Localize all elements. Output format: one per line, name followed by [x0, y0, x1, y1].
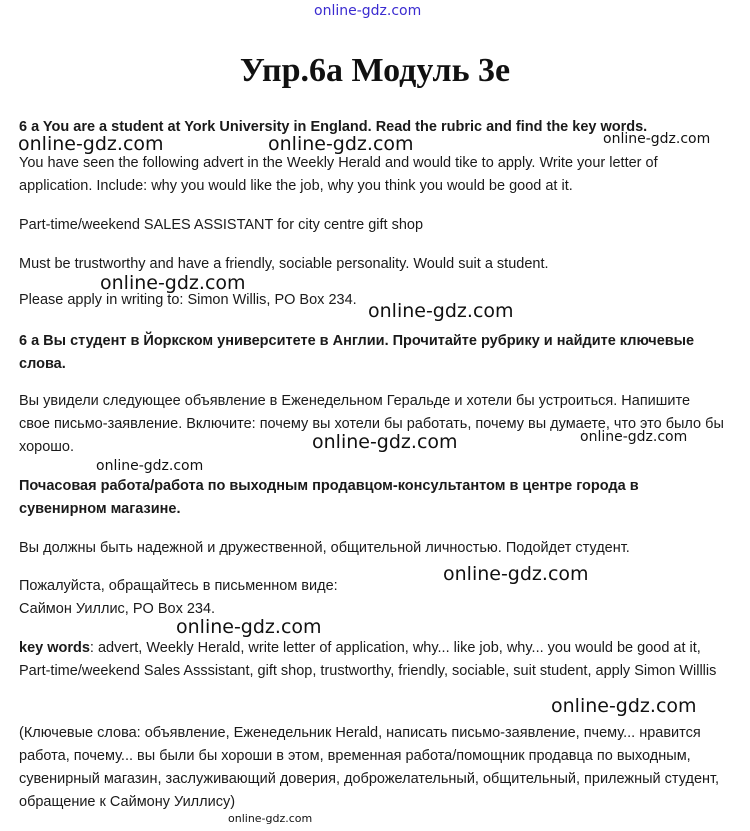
key-words-paragraph: [19, 637, 724, 683]
watermark: online-gdz.com: [18, 133, 164, 155]
ru-body: Вы увидели следующее объявление в Еженедельном Геральде и хотели бы устроиться. Напишите свое письмо-заявление. Включите: почему вы хотели бы работать, почему вы думаете, что это было бы хорошо.: [19, 393, 724, 455]
en-ad-line-1: Part-time/weekend SALES ASSISTANT for city centre gift shop: [19, 217, 424, 233]
watermark: online-gdz.com: [176, 616, 322, 638]
page-title: Упр.6а Модуль 3е: [239, 52, 511, 89]
watermark: online-gdz.com: [368, 300, 514, 322]
watermark: online-gdz.com: [580, 429, 688, 445]
en-body: You have seen the following advert in the Weekly Herald and would tike to apply. Write your letter of application. Include: why you would like the job, why you think you would be good at it.: [19, 155, 658, 194]
watermark: online-gdz.com: [100, 272, 246, 294]
watermark: online-gdz.com: [268, 133, 414, 155]
ru-ad-line-1: Почасовая работа/работа по выходным продавцом-консультантом в центре города в сувенирном магазине.: [19, 478, 639, 517]
ru-ad-line-3a: Пожалуйста, обращайтесь в письменном виде:: [19, 578, 338, 594]
watermark: online-gdz.com: [551, 695, 697, 717]
watermark: online-gdz.com: [603, 131, 711, 147]
en-ad-line-2: Must be trustworthy and have a friendly, sociable personality. Would suit a student.: [19, 256, 549, 272]
ru-ad-line-3b: Саймон Уиллис, PO Box 234.: [19, 601, 216, 617]
watermark: online-gdz.com: [228, 812, 313, 825]
ru-task-heading: 6 а Вы студент в Йоркском университете в Англии. Прочитайте рубрику и найдите ключевые слова.: [19, 333, 695, 372]
watermark: online-gdz.com: [314, 3, 422, 19]
watermark: online-gdz.com: [312, 431, 458, 453]
ru-ad-line-2: Вы должны быть надежной и дружественной, общительной личностью. Подойдет студент.: [19, 540, 630, 556]
watermark: online-gdz.com: [96, 458, 204, 474]
key-words-text: : advert, Weekly Herald, write letter of application, why... like job, why... you would be good at it, Part-time/weekend Sales Asssistant, gift shop, trustworthy, friendly, sociable, suit student, apply Simon Willlis: [19, 640, 717, 679]
key-words-ru: (Ключевые слова: объявление, Еженедельник Herald, написать письмо-заявление, пчему... нравится работа, почему... вы были бы хороши в этом, временная работа/помощник продавца по выходным, сувенирный магазин, заслуживающий доверия, доброжелательный, общительный, прилежный студент, обращение к Саймону Уиллису): [19, 725, 720, 810]
en-ad-line-3: Please apply in writing to: Simon Willis, PO Box 234.: [19, 292, 357, 308]
key-words-label: key words: [19, 640, 90, 656]
en-task-heading: 6 a You are a student at York University in England. Read the rubric and find the key words.: [19, 119, 648, 135]
watermark: online-gdz.com: [443, 563, 589, 585]
